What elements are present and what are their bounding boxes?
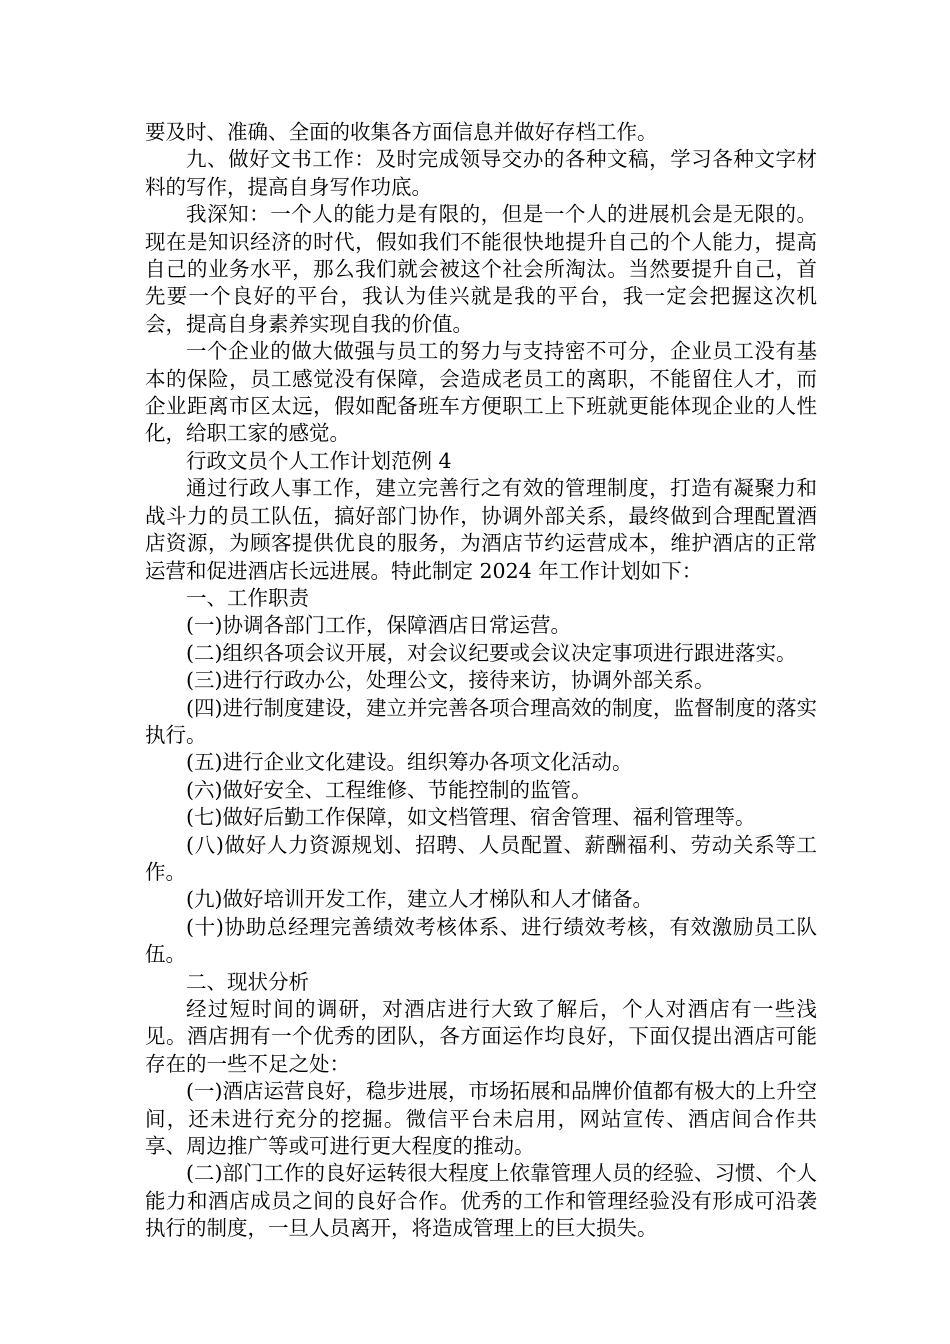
paragraph-continuation: 要及时、准确、全面的收集各方面信息并做好存档工作。 bbox=[145, 120, 658, 144]
list-item-duty-3: (三)进行行政办公，处理公文，接待来访，协调外部关系。 bbox=[186, 668, 715, 693]
list-item-duty-7: (七)做好后勤工作保障，如文档管理、宿舍管理、福利管理等。 bbox=[186, 805, 756, 830]
paragraph-introduction: 通过行政人事工作，建立完善行之有效的管理制度，打造有凝聚力和战斗力的员工队伍，搞好部门协作，协调外部关系，最终做到合理配置酒店资源，为顾客提供优良的服务，为酒店节约运营成本，维护酒店的正常运营和促进酒店长远进展。特此制定 2024 年工作计划如下： bbox=[145, 476, 817, 583]
paragraph-self-reflection: 我深知：一个人的能力是有限的，但是一个人的进展机会是无限的。现在是知识经济的时代，假如我们不能很快地提升自己的个人能力，提高自己的业务水平，那么我们就会被这个社会所淘汰。当然要提升自己，首先要一个良好的平台，我认为佳兴就是我的平台，我一定会把握这次机会，提高自身素养实现自我的价值。 bbox=[145, 202, 817, 336]
heading-status-analysis: 二、现状分析 bbox=[186, 969, 309, 994]
list-item-duty-6: (六)做好安全、工程维修、节能控制的监管。 bbox=[186, 777, 592, 802]
list-item-duty-10: (十)协助总经理完善绩效考核体系、进行绩效考核，有效激励员工队伍。 bbox=[145, 914, 817, 967]
heading-job-duties: 一、工作职责 bbox=[186, 585, 309, 610]
list-item-duty-1: (一)协调各部门工作，保障酒店日常运营。 bbox=[186, 613, 571, 638]
list-item-analysis-2: (二)部门工作的良好运转很大程度上依靠管理人员的经验、习惯、个人能力和酒店成员之间的良好合作。优秀的工作和管理经验没有形成可沿袭执行的制度，一旦人员离开，将造成管理上的巨大损失。 bbox=[145, 1161, 817, 1241]
list-item-duty-8: (八)做好人力资源规划、招聘、人员配置、薪酬福利、劳动关系等工作。 bbox=[145, 832, 817, 884]
paragraph-item-nine: 九、做好文书工作：及时完成领导交办的各种文稿，学习各种文字材料的写作，提高自身写作功底。 bbox=[145, 147, 817, 199]
paragraph-enterprise-suggestion: 一个企业的做大做强与员工的努力与支持密不可分，企业员工没有基本的保险，员工感觉没有保障，会造成老员工的离职，不能留住人才，而企业距离市区太远，假如配备班车方便职工上下班就更能体现企业的人性化，给职工家的感觉。 bbox=[145, 339, 817, 446]
list-item-duty-9: (九)做好培训开发工作，建立人才梯队和人才储备。 bbox=[186, 887, 653, 912]
list-item-duty-5: (五)进行企业文化建设。组织筹办各项文化活动。 bbox=[186, 750, 633, 775]
paragraph-analysis-intro: 经过短时间的调研，对酒店进行大致了解后，个人对酒店有一些浅见。酒店拥有一个优秀的团队，各方面运作均良好，下面仅提出酒店可能存在的一些不足之处： bbox=[145, 997, 817, 1076]
section-title-example-4: 行政文员个人工作计划范例 4 bbox=[186, 448, 452, 473]
list-item-duty-2: (二)组织各项会议开展，对会议纪要或会议决定事项进行跟进落实。 bbox=[186, 640, 797, 665]
list-item-duty-4: (四)进行制度建设，建立并完善各项合理高效的制度，监督制度的落实执行。 bbox=[145, 695, 817, 747]
list-item-analysis-1: (一)酒店运营良好，稳步进展，市场拓展和品牌价值都有极大的上升空间，还未进行充分的挖掘。微信平台未启用，网站宣传、酒店间合作共享、周边推广等或可进行更大程度的推动。 bbox=[145, 1079, 817, 1159]
document-body bbox=[145, 119, 817, 1243]
